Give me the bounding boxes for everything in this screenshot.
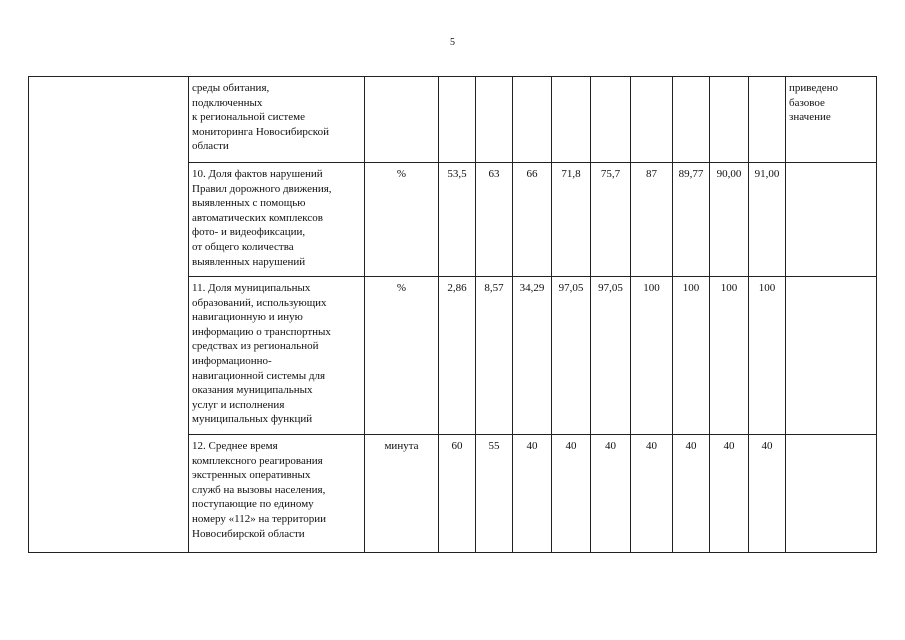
value-cell: 66	[513, 163, 552, 277]
value-cell	[439, 77, 476, 163]
table-body	[29, 77, 877, 553]
indicator-name-line: Новосибирской области	[192, 527, 305, 540]
table-row	[29, 77, 877, 163]
unit-cell: минута	[365, 435, 439, 553]
value-cell	[513, 77, 552, 163]
indicator-name-line: 11. Доля муниципальных	[192, 282, 311, 294]
value-cell: 40	[513, 435, 552, 553]
unit-cell: %	[365, 163, 439, 277]
indicators-table	[28, 76, 877, 553]
value-cell	[749, 77, 786, 163]
value-cell: 75,7	[591, 163, 631, 277]
empty-first-column-cell	[29, 77, 189, 553]
indicator-name-line: Правил дорожного движения,	[192, 182, 332, 195]
indicator-name-line: области	[192, 140, 229, 153]
value-cell: 53,5	[439, 163, 476, 277]
indicator-name-line: информационно-	[192, 354, 272, 367]
indicator-name-line: навигационную и иную	[192, 311, 303, 324]
value-cell: 2,86	[439, 277, 476, 435]
value-cell: 89,77	[673, 163, 710, 277]
value-cell	[710, 77, 749, 163]
indicator-name-cell	[189, 77, 365, 163]
note-cell	[786, 77, 877, 163]
value-cell: 100	[710, 277, 749, 435]
indicator-name-line: образований, использующих	[192, 296, 327, 309]
value-cell: 91,00	[749, 163, 786, 277]
indicator-name-line: экстренных оперативных	[192, 469, 311, 482]
unit-cell	[365, 77, 439, 163]
value-cell: 34,29	[513, 277, 552, 435]
value-cell: 40	[710, 435, 749, 553]
indicator-name-line: выявленных нарушений	[192, 255, 306, 268]
indicator-name-line: выявленных с помощью	[192, 197, 306, 210]
note-line: приведено	[789, 82, 839, 94]
value-cell: 40	[673, 435, 710, 553]
value-cell: 71,8	[552, 163, 591, 277]
note-line: базовое	[789, 96, 825, 109]
note-cell	[786, 277, 877, 435]
indicator-name-line: номеру «112» на территории	[192, 512, 326, 525]
value-cell	[591, 77, 631, 163]
indicator-name-line: от общего количества	[192, 240, 294, 253]
value-cell: 97,05	[552, 277, 591, 435]
value-cell	[552, 77, 591, 163]
indicator-name-line: 10. Доля фактов нарушений	[192, 168, 323, 180]
value-cell: 40	[552, 435, 591, 553]
note-cell	[786, 435, 877, 553]
indicator-name-cell	[189, 435, 365, 553]
value-cell: 100	[749, 277, 786, 435]
indicator-name-line: 12. Среднее время	[192, 440, 278, 452]
indicator-name-line: услуг и исполнения	[192, 398, 285, 411]
value-cell: 40	[591, 435, 631, 553]
value-cell	[631, 77, 673, 163]
value-cell: 40	[631, 435, 673, 553]
value-cell: 55	[476, 435, 513, 553]
value-cell: 40	[749, 435, 786, 553]
value-cell: 8,57	[476, 277, 513, 435]
value-cell: 100	[631, 277, 673, 435]
indicator-name-line: средствах из региональной	[192, 340, 319, 353]
indicator-name-line: мониторинга Новосибирской	[192, 125, 329, 138]
value-cell: 97,05	[591, 277, 631, 435]
indicator-name-line: навигационной системы для	[192, 369, 326, 382]
value-cell: 87	[631, 163, 673, 277]
unit-cell: %	[365, 277, 439, 435]
indicator-name-line: муниципальных функций	[192, 413, 313, 426]
indicator-name-line: информацию о транспортных	[192, 325, 331, 338]
note-line: значение	[789, 111, 831, 124]
indicator-name-cell	[189, 277, 365, 435]
indicator-name-line: комплексного реагирования	[192, 454, 323, 467]
indicator-name-line: поступающие по единому	[192, 498, 314, 511]
value-cell: 100	[673, 277, 710, 435]
indicator-name-line: подключенных	[192, 96, 263, 109]
value-cell: 90,00	[710, 163, 749, 277]
value-cell: 63	[476, 163, 513, 277]
value-cell	[476, 77, 513, 163]
indicator-name-cell	[189, 163, 365, 277]
note-cell	[786, 163, 877, 277]
indicator-name-line: среды обитания,	[192, 82, 270, 94]
indicator-name-line: автоматических комплексов	[192, 211, 323, 224]
value-cell: 60	[439, 435, 476, 553]
indicator-name-line: фото- и видеофиксации,	[192, 226, 306, 239]
page-number: 5	[450, 37, 455, 48]
indicator-name-line: служб на вызовы населения,	[192, 483, 326, 496]
value-cell	[673, 77, 710, 163]
indicator-name-line: к региональной системе	[192, 111, 305, 124]
indicator-name-line: оказания муниципальных	[192, 384, 313, 397]
